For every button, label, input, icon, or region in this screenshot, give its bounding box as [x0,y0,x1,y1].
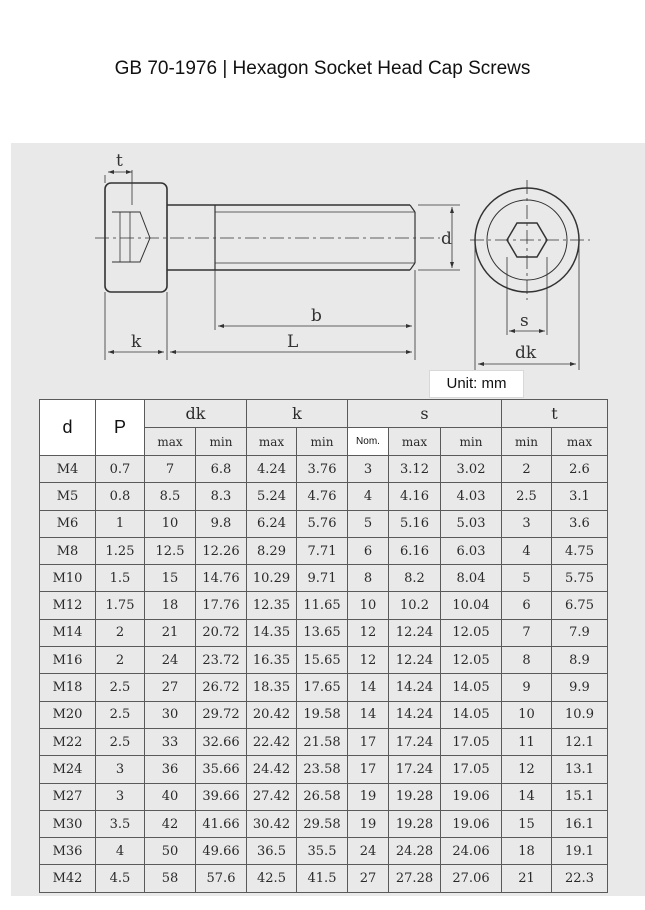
table-cell: 36 [145,756,196,783]
table-cell: 12 [348,619,389,646]
table-row [40,865,608,892]
table-cell: 15 [502,810,552,837]
table-cell: 12.35 [247,592,297,619]
table-cell: 41.66 [196,810,247,837]
table-row [40,483,608,510]
table-cell: 24.42 [247,756,297,783]
table-cell: M6 [40,510,96,537]
table-cell: 11.65 [297,592,348,619]
table-cell: 7 [502,619,552,646]
subheader-dk-min: min [196,428,247,456]
table-cell: 9 [502,674,552,701]
table-cell: 4.75 [552,537,608,564]
table-cell: 14.76 [196,565,247,592]
table-cell: 16.1 [552,810,608,837]
table-cell: 29.72 [196,701,247,728]
table-cell: 3.12 [389,456,441,483]
table-row [40,701,608,728]
table-cell: 2.5 [96,728,145,755]
table-cell: 6 [348,537,389,564]
table-cell: 4.24 [247,456,297,483]
table-cell: 18 [145,592,196,619]
table-cell: 6 [502,592,552,619]
subheader-k-max: max [247,428,297,456]
subheader-t-min: min [502,428,552,456]
table-cell: 3 [348,456,389,483]
screw-technical-drawing [0,0,645,400]
table-cell: 15.65 [297,647,348,674]
subheader-t-max: max [552,428,608,456]
table-cell: 6.16 [389,537,441,564]
unit-label: Unit: mm [429,370,524,398]
table-cell: 2 [96,619,145,646]
table-cell: 23.58 [297,756,348,783]
table-cell: M5 [40,483,96,510]
table-cell: 10.2 [389,592,441,619]
table-cell: 42.5 [247,865,297,892]
table-cell: 35.66 [196,756,247,783]
subheader-s-min: min [441,428,502,456]
table-cell: 7.71 [297,537,348,564]
table-cell: 17 [348,756,389,783]
table-cell: 5.03 [441,510,502,537]
table-cell: 4 [348,483,389,510]
label-b: b [311,306,322,326]
table-cell: 5.24 [247,483,297,510]
table-cell: M36 [40,838,96,865]
table-row [40,674,608,701]
table-cell: 26.72 [196,674,247,701]
table-cell: 12.1 [552,728,608,755]
table-cell: 6.8 [196,456,247,483]
table-cell: 12.05 [441,619,502,646]
table-cell: 0.8 [96,483,145,510]
header-k: k [247,400,348,428]
table-cell: 13.1 [552,756,608,783]
table-cell: 58 [145,865,196,892]
table-row [40,565,608,592]
table-row [40,592,608,619]
table-cell: 24 [145,647,196,674]
table-cell: M27 [40,783,96,810]
table-cell: M8 [40,537,96,564]
table-cell: 8.29 [247,537,297,564]
table-cell: 24.06 [441,838,502,865]
table-cell: 3 [502,510,552,537]
table-cell: 3.6 [552,510,608,537]
table-cell: 35.5 [297,838,348,865]
table-cell: 18.35 [247,674,297,701]
table-cell: 14.35 [247,619,297,646]
table-cell: 3 [96,756,145,783]
table-cell: 9.71 [297,565,348,592]
table-cell: 4.16 [389,483,441,510]
table-cell: 21.58 [297,728,348,755]
table-cell: 10.04 [441,592,502,619]
table-cell: 17.76 [196,592,247,619]
table-cell: 23.72 [196,647,247,674]
table-cell: 12 [502,756,552,783]
table-cell: 17.05 [441,728,502,755]
table-cell: 4.76 [297,483,348,510]
table-cell: 11 [502,728,552,755]
table-cell: 17.24 [389,728,441,755]
table-cell: 10.29 [247,565,297,592]
table-cell: 5.16 [389,510,441,537]
table-cell: 12.05 [441,647,502,674]
table-cell: 29.58 [297,810,348,837]
table-cell: 19.58 [297,701,348,728]
table-cell: M18 [40,674,96,701]
table-cell: 49.66 [196,838,247,865]
table-cell: 21 [502,865,552,892]
table-cell: 13.65 [297,619,348,646]
table-cell: 8.5 [145,483,196,510]
table-cell: 57.6 [196,865,247,892]
table-cell: 19 [348,810,389,837]
table-cell: 2.5 [96,701,145,728]
table-cell: 19.28 [389,783,441,810]
table-cell: 42 [145,810,196,837]
table-cell: 50 [145,838,196,865]
table-row [40,756,608,783]
table-body [40,456,608,893]
table-row [40,728,608,755]
table-row [40,783,608,810]
table-cell: 0.7 [96,456,145,483]
subheader-s-nom: Nom. [348,428,389,456]
table-cell: 22.3 [552,865,608,892]
table-cell: 8.3 [196,483,247,510]
table-row [40,647,608,674]
table-cell: M22 [40,728,96,755]
table-cell: 14 [348,674,389,701]
table-cell: 27.28 [389,865,441,892]
table-cell: 30.42 [247,810,297,837]
table-cell: M42 [40,865,96,892]
table-cell: 10 [145,510,196,537]
table-cell: 5 [502,565,552,592]
table-cell: 5 [348,510,389,537]
table-cell: 24 [348,838,389,865]
table-cell: 8.04 [441,565,502,592]
header-dk: dk [145,400,247,428]
table-row [40,619,608,646]
subheader-dk-max: max [145,428,196,456]
table-cell: 14.24 [389,674,441,701]
table-cell: 8 [348,565,389,592]
table-cell: M10 [40,565,96,592]
header-t: t [502,400,608,428]
table-cell: 7.9 [552,619,608,646]
table-cell: 40 [145,783,196,810]
table-cell: 41.5 [297,865,348,892]
table-cell: 14 [502,783,552,810]
table-cell: 32.66 [196,728,247,755]
table-cell: 30 [145,701,196,728]
table-cell: 20.42 [247,701,297,728]
table-cell: 15.1 [552,783,608,810]
page-title: GB 70-1976 | Hexagon Socket Head Cap Screws [114,58,531,79]
table-cell: 10 [502,701,552,728]
table-cell: 36.5 [247,838,297,865]
table-cell: 1.5 [96,565,145,592]
table-cell: 24.28 [389,838,441,865]
table-cell: M30 [40,810,96,837]
subheader-s-max: max [389,428,441,456]
table-cell: 19.06 [441,783,502,810]
label-dk: dk [515,343,537,363]
table-cell: 8.9 [552,647,608,674]
table-cell: 2.5 [96,674,145,701]
table-cell: 1.25 [96,537,145,564]
table-cell: 27.06 [441,865,502,892]
table-cell: 39.66 [196,783,247,810]
table-cell: 19.28 [389,810,441,837]
header-p: P [96,400,145,456]
label-L: L [287,332,299,352]
table-cell: 6.24 [247,510,297,537]
table-row [40,456,608,483]
table-cell: 12.24 [389,647,441,674]
table-cell: 14 [348,701,389,728]
table-cell: 14.05 [441,674,502,701]
table-cell: 17.05 [441,756,502,783]
header-d: d [40,400,96,456]
table-cell: 27 [145,674,196,701]
label-d: d [441,229,452,249]
table-cell: 4.5 [96,865,145,892]
table-cell: 27 [348,865,389,892]
table-cell: 6.03 [441,537,502,564]
table-cell: 19.1 [552,838,608,865]
table-cell: 27.42 [247,783,297,810]
table-cell: 2 [96,647,145,674]
table-cell: 4 [96,838,145,865]
table-cell: 2 [502,456,552,483]
table-cell: 5.76 [297,510,348,537]
table-cell: 4 [502,537,552,564]
table-cell: M16 [40,647,96,674]
table-cell: 8.2 [389,565,441,592]
dimensions-table [39,399,608,893]
label-k: k [131,332,142,352]
table-cell: 10.9 [552,701,608,728]
table-cell: 12.5 [145,537,196,564]
table-row [40,537,608,564]
table-cell: 17.65 [297,674,348,701]
table-cell: 10 [348,592,389,619]
label-t: t [116,151,123,171]
table-cell: 14.05 [441,701,502,728]
table-cell: 3.02 [441,456,502,483]
table-cell: 6.75 [552,592,608,619]
table-cell: 18 [502,838,552,865]
table-cell: 22.42 [247,728,297,755]
table-cell: 19.06 [441,810,502,837]
table-cell: 2.6 [552,456,608,483]
table-cell: 2.5 [502,483,552,510]
table-cell: 17 [348,728,389,755]
table-cell: 1.75 [96,592,145,619]
table-cell: 3.1 [552,483,608,510]
table-cell: 20.72 [196,619,247,646]
table-cell: 5.75 [552,565,608,592]
table-cell: 7 [145,456,196,483]
table-cell: M4 [40,456,96,483]
table-cell: M14 [40,619,96,646]
header-s: s [348,400,502,428]
subheader-k-min: min [297,428,348,456]
table-row [40,510,608,537]
table-cell: 12.26 [196,537,247,564]
table-row [40,838,608,865]
table-cell: 3 [96,783,145,810]
table-cell: M12 [40,592,96,619]
table-cell: 9.8 [196,510,247,537]
table-cell: M20 [40,701,96,728]
table-cell: 33 [145,728,196,755]
table-cell: 14.24 [389,701,441,728]
table-cell: 9.9 [552,674,608,701]
table-cell: 4.03 [441,483,502,510]
table-cell: 17.24 [389,756,441,783]
label-s: s [520,311,529,331]
table-cell: 12 [348,647,389,674]
table-cell: 26.58 [297,783,348,810]
table-cell: 3.5 [96,810,145,837]
table-cell: M24 [40,756,96,783]
table-cell: 1 [96,510,145,537]
table-cell: 16.35 [247,647,297,674]
table-cell: 3.76 [297,456,348,483]
table-row [40,810,608,837]
table-cell: 21 [145,619,196,646]
table-cell: 8 [502,647,552,674]
table-cell: 12.24 [389,619,441,646]
table-cell: 15 [145,565,196,592]
table-cell: 19 [348,783,389,810]
